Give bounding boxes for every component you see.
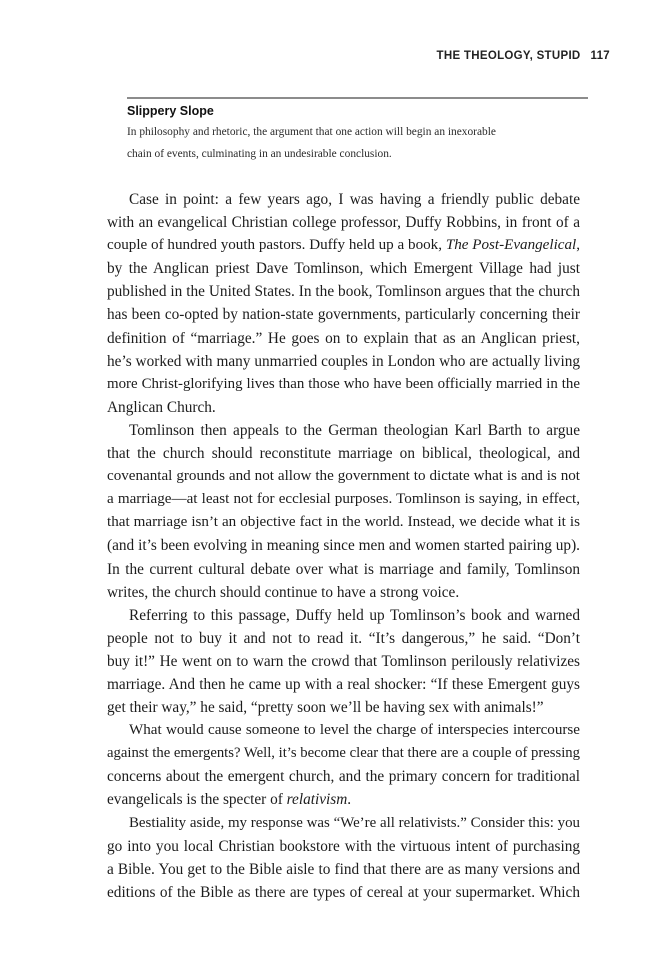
- body-line: by the Anglican priest Dave Tomlinson, which Emergent Village had just: [107, 260, 580, 278]
- body-line: concerns about the emergent church, and the primary concern for traditional: [107, 768, 580, 786]
- running-head: [437, 50, 610, 62]
- definition-box: [127, 97, 588, 165]
- italic-term: The Post-Evangelical: [445, 237, 577, 254]
- definition-line: chain of events, culminating in an undesirable conclusion.: [127, 148, 392, 160]
- body-line: buy it!” He went on to warn the crowd that Tomlinson perilously relativizes: [107, 652, 580, 670]
- body-line: Tomlinson then appeals to the German theologian Karl Barth to argue: [129, 421, 580, 439]
- body-line: has been co-opted by nation-state governments, particularly concerning their: [107, 306, 580, 324]
- body-line: people not to buy it and not to read it. “It’s dangerous,” he said. “Don’t: [107, 629, 580, 647]
- body-line: a Bible. You get to the Bible aisle to find that there are as many versions and: [107, 860, 580, 878]
- body-line: couple of hundred youth pastors. Duffy held up a book, The Post-Evangelical,: [107, 237, 580, 254]
- body-line: Anglican Church.: [107, 398, 216, 416]
- body-line: against the emergents? Well, it’s become clear that there are a couple of pressing: [107, 745, 580, 762]
- body-line: he’s worked with many unmarried couples in London who are actually living: [107, 352, 580, 370]
- body-line: a marriage—at least not for ecclesial purposes. Tomlinson is saying, in effect,: [107, 491, 580, 508]
- body-line: that the church should reconstitute marriage on biblical, theological, and: [107, 445, 580, 463]
- body-line: Bestiality aside, my response was “We’re all relativists.” Consider this: you: [129, 814, 580, 831]
- body-line: writes, the church should continue to have a strong voice.: [107, 583, 460, 601]
- body-line: evangelicals is the specter of relativism.: [107, 791, 352, 809]
- body-line: definition of “marriage.” He goes on to explain that as an Anglican priest,: [107, 329, 580, 347]
- body-line: get their way,” he said, “pretty soon we’ll be having sex with animals!”: [107, 699, 544, 717]
- italic-term: relativism: [286, 791, 348, 809]
- body-line: In the current cultural debate over what is marriage and family, Tomlinson: [107, 560, 580, 578]
- definition-line: In philosophy and rhetoric, the argument that one action will begin an inexorable: [127, 126, 496, 138]
- body-text: [107, 188, 580, 904]
- page-number: 117: [590, 50, 610, 62]
- body-line: covenantal grounds and not allow the government to dictate what is and is not: [107, 468, 580, 485]
- body-line: published in the United States. In the book, Tomlinson argues that the church: [107, 283, 580, 301]
- body-line: editions of the Bible as there are types of cereal at your supermarket. Which: [107, 883, 580, 901]
- definition-text: [127, 121, 588, 165]
- definition-title: Slippery Slope: [127, 104, 214, 118]
- running-head-title: THE THEOLOGY, STUPID: [436, 50, 581, 62]
- body-line: marriage. And then he came up with a real shocker: “If these Emergent guys: [107, 675, 580, 693]
- body-line: with an evangelical Christian college professor, Duffy Robbins, in front of a: [107, 214, 580, 232]
- body-line: (and it’s been evolving in meaning since men and women started pairing up).: [107, 537, 580, 555]
- body-line: go into you local Christian bookstore with the virtuous intent of purchasing: [107, 837, 580, 855]
- body-line: more Christ-glorifying lives than those who have been officially married in the: [107, 375, 580, 392]
- body-line: Referring to this passage, Duffy held up Tomlinson’s book and warned: [129, 606, 580, 624]
- body-line: Case in point: a few years ago, I was having a friendly public debate: [129, 191, 580, 208]
- body-line: that marriage isn’t an objective fact in the world. Instead, we decide what it is: [107, 514, 580, 531]
- body-line: What would cause someone to level the charge of interspecies intercourse: [129, 722, 580, 739]
